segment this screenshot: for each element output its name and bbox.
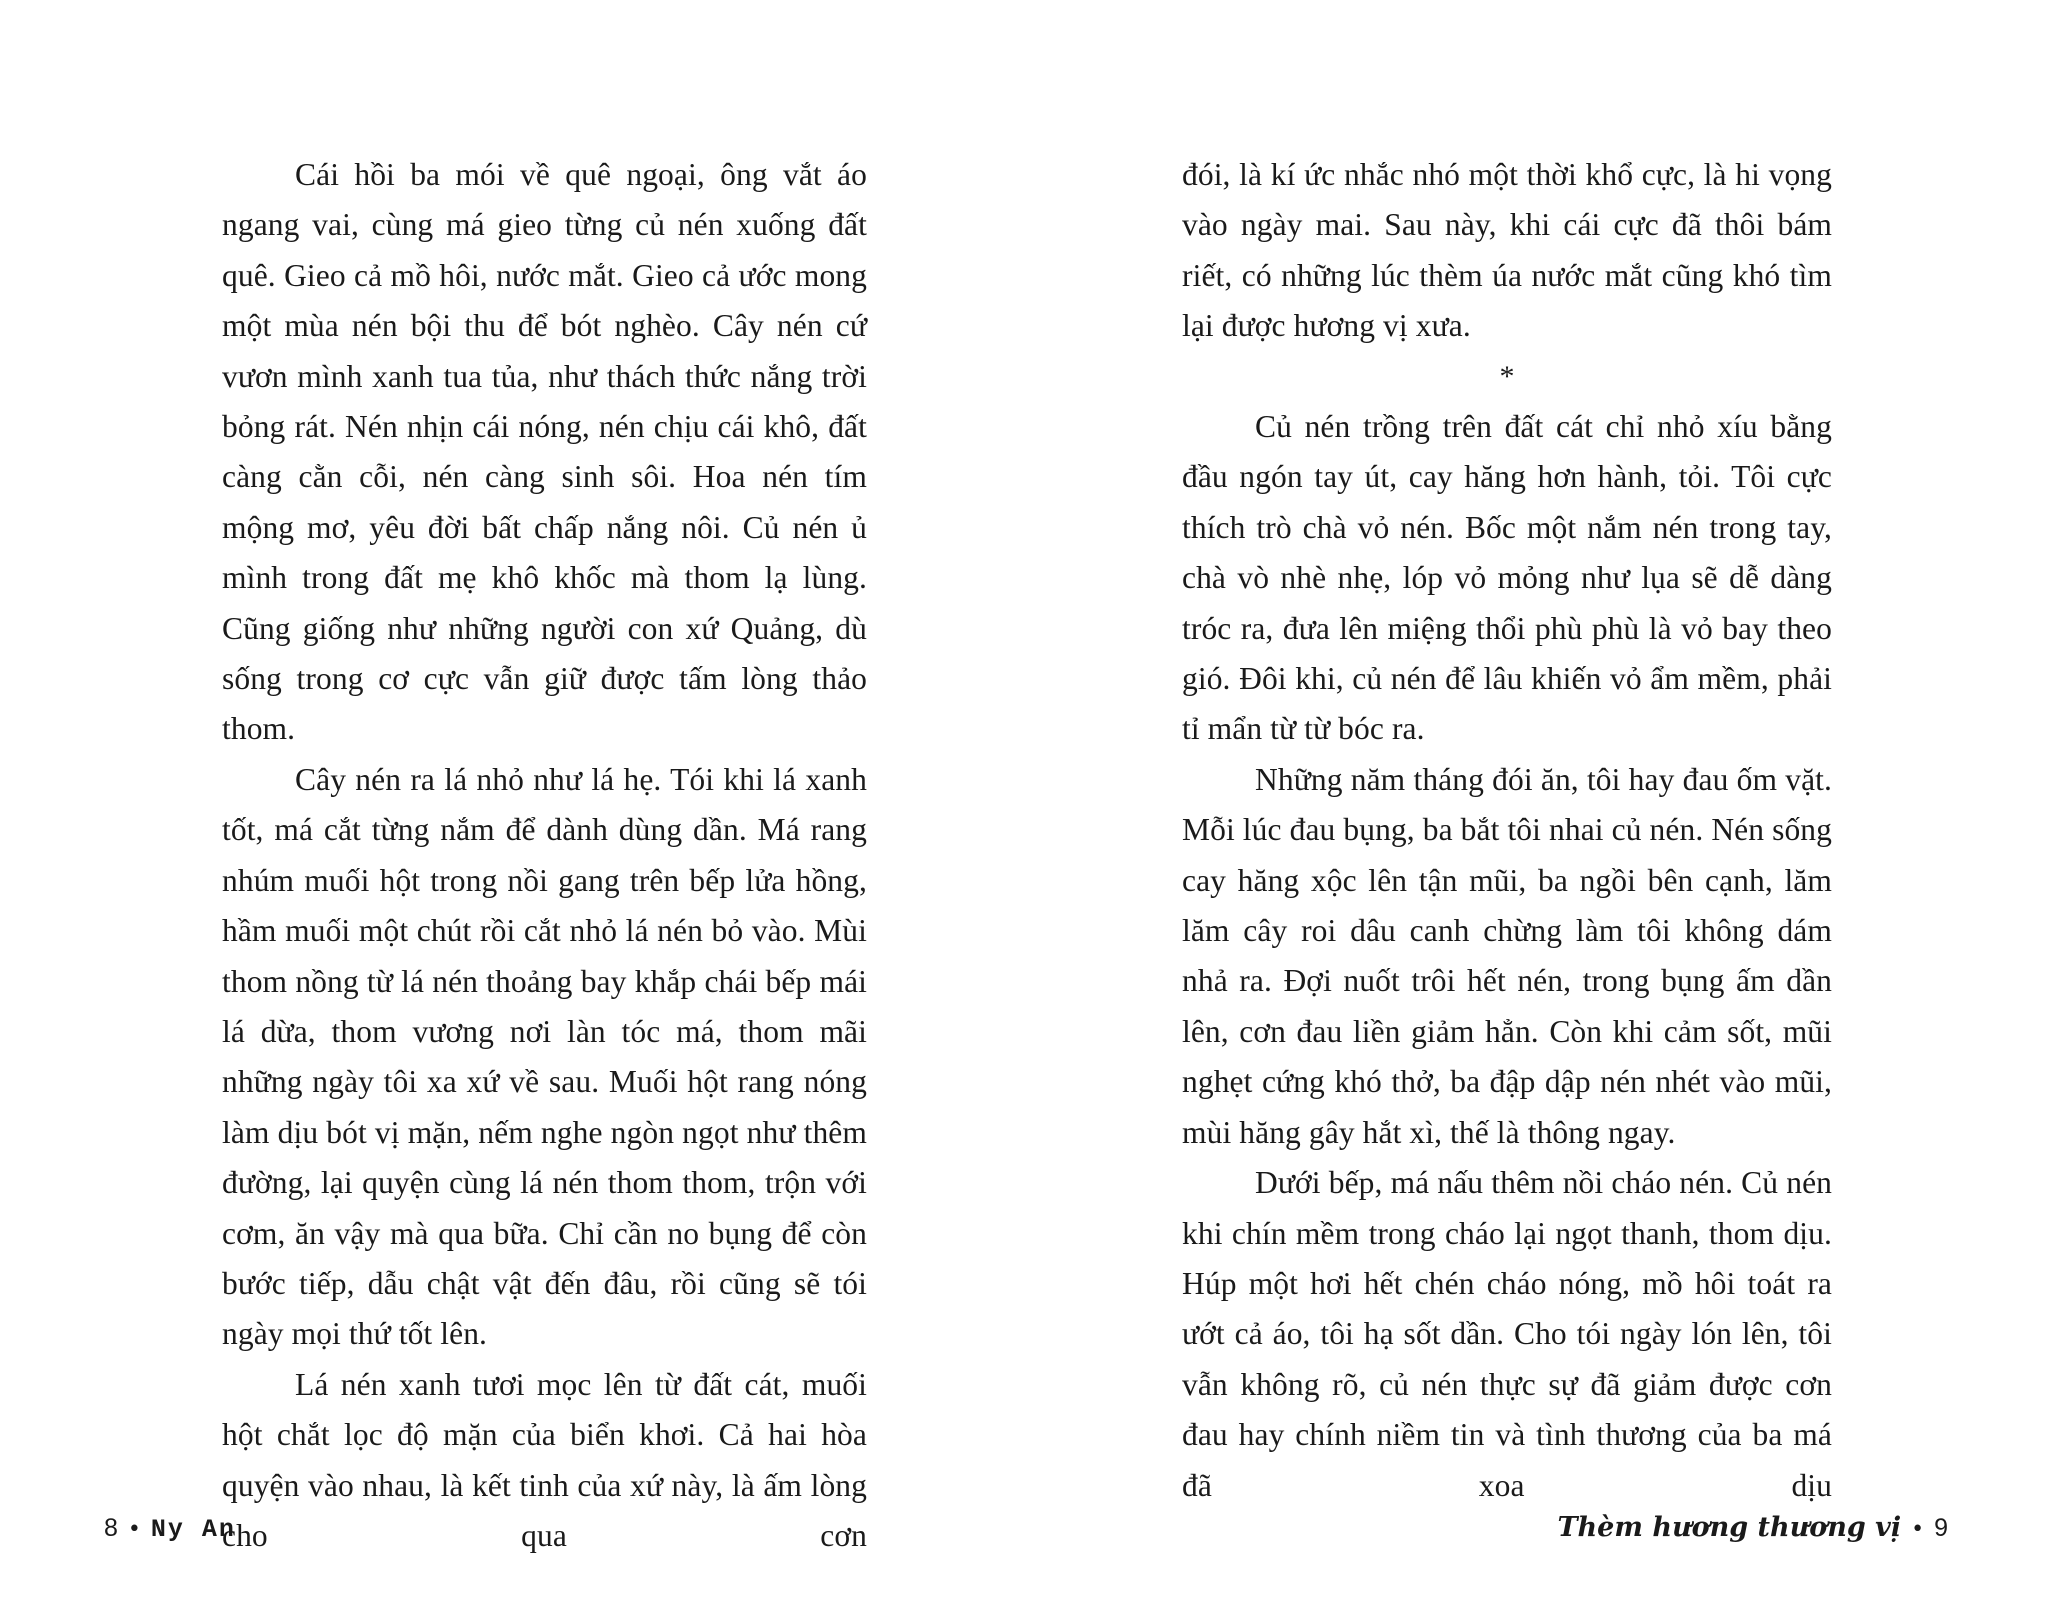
footer-bullet-left: • — [127, 1517, 141, 1542]
left-paragraph-3: Lá nén xanh tươi mọc lên từ đất cát, muối hột chắt lọc độ mặn của biển khơi. Cả hai hòa quyện vào nhau, là kết tinh của xứ này, là ấm lòng cho qua cơn — [222, 1366, 867, 1553]
left-paragraph-2: Cây nén ra lá nhỏ như lá hẹ. Tói khi lá xanh tốt, má cắt từng nắm để dành dùng dần. Má rang nhúm muối hột trong nồi gang trên bếp lửa hồng, hầm muối một chút rồi cắt nhỏ lá nén bỏ vào. Mùi thom nồng từ lá nén thoảng bay khắp chái bếp mái lá dừa, thom vương nơi làn tóc má, thom mãi những ngày tôi xa xứ về sau. Muối hột rang nóng làm dịu bót vị mặn, nếm nghe ngòn ngọt như thêm đường, lại quyện cùng lá nén thom thom, trộn với cơm, ăn vậy mà qua bữa. Chỉ cần no bụng để còn bước tiếp, dẫu chật vật đến đâu, rồi cũng sẽ tói ngày mọi thứ tốt lên. — [222, 761, 867, 1352]
left-page-footer — [104, 1512, 236, 1546]
right-paragraph-3: Dưới bếp, má nấu thêm nồi cháo nén. Củ nén khi chín mềm trong cháo lại ngọt thanh, thom dịu. Húp một hơi hết chén cháo nóng, mồ hôi toát ra ướt cả áo, tôi hạ sốt dần. Cho tói ngày lón lên, tôi vẫn không rõ, củ nén thực sự đã giảm được cơn đau hay chính niềm tin và tình thương của ba má đã xoa dịu — [1182, 1165, 1832, 1503]
right-page — [1024, 0, 2048, 1615]
right-paragraph-2: Những năm tháng đói ăn, tôi hay đau ốm vặt. Mỗi lúc đau bụng, ba bắt tôi nhai củ nén. Nén sống cay hăng xộc lên tận mũi, ba ngồi bên cạnh, lăm lăm cây roi dâu canh chừng làm tôi không dám nhả ra. Đợi nuốt trôi hết nén, trong bụng ấm dần lên, cơn đau liền giảm hẳn. Còn khi cảm sốt, mũi nghẹt cứng khó thở, ba đập dập nén nhét vào mũi, mùi hăng gây hắt xì, thế là thông ngay. — [1182, 761, 1832, 1150]
page-number-right: 9 — [1934, 1514, 1948, 1542]
right-paragraph-1: Củ nén trồng trên đất cát chỉ nhỏ xíu bằng đầu ngón tay út, cay hăng hơn hành, tỏi. Tôi cực thích trò chà vỏ nén. Bốc một nắm nén trong tay, chà vò nhè nhẹ, lóp vỏ mỏng như lụa sẽ dễ dàng tróc ra, đưa lên miệng thổi phù phù là vỏ bay theo gió. Đôi khi, củ nén để lâu khiến vỏ ẩm mềm, phải tỉ mẩn từ từ bóc ra. — [1182, 409, 1832, 747]
footer-bullet-right: • — [1911, 1517, 1925, 1542]
right-page-text — [1182, 150, 1832, 1511]
left-paragraph-1: Cái hồi ba mói về quê ngoại, ông vắt áo ngang vai, cùng má gieo từng củ nén xuống đất quê. Gieo cả mồ hôi, nước mắt. Gieo cả ước mong một mùa nén bội thu để bót nghèo. Cây nén cứ vươn mình xanh tua tủa, như thách thức nắng trời bỏng rát. Nén nhịn cái nóng, nén chịu cái khô, đất càng cằn cỗi, nén càng sinh sôi. Hoa nén tím mộng mơ, yêu đời bất chấp nắng nôi. Củ nén ủ mình trong đất mẹ khô khốc mà thom lạ lùng. Cũng giống như những người con xứ Quảng, dù sống trong cơ cực vẫn giữ được tấm lòng thảo thom. — [222, 157, 867, 747]
right-page-footer — [1557, 1512, 1948, 1546]
author-name: Ny An — [150, 1515, 236, 1544]
page-number-left: 8 — [104, 1514, 118, 1542]
left-page-text — [222, 150, 867, 1561]
book-title: Thèm hương thương vị — [1557, 1512, 1902, 1543]
section-separator: * — [1499, 359, 1515, 393]
right-continuation-paragraph: đói, là kí ức nhắc nhó một thời khổ cực, là hi vọng vào ngày mai. Sau này, khi cái cực đã thôi bám riết, có những lúc thèm úa nước mắt cũng khó tìm lại được hương vị xưa. — [1182, 157, 1832, 344]
